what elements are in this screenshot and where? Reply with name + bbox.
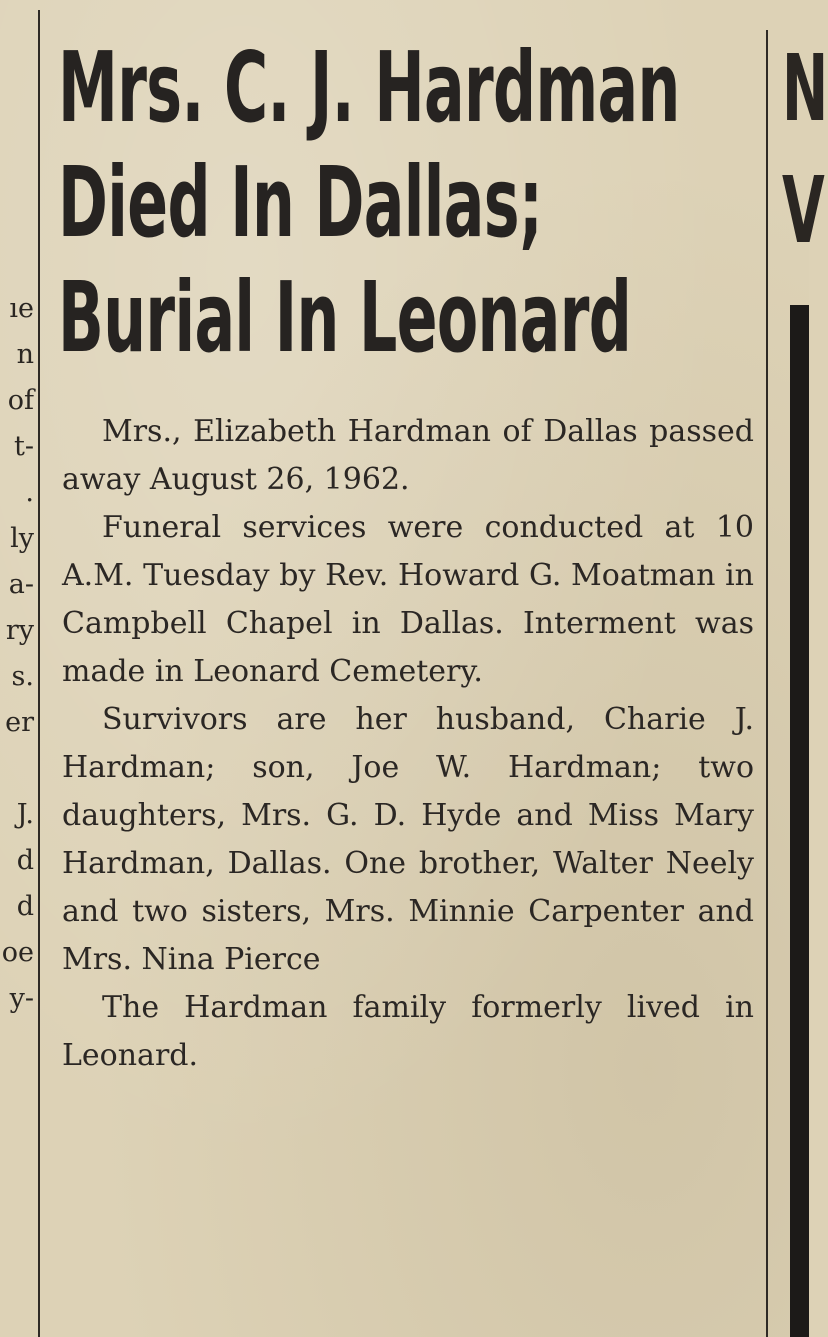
- right-column-fragments: [782, 28, 828, 272]
- left-fragment: .: [25, 477, 34, 508]
- left-fragment: n: [16, 339, 34, 370]
- left-fragment: a-: [8, 569, 34, 600]
- left-fragment: er: [5, 707, 34, 738]
- article-body: [62, 408, 754, 1080]
- article-headline: [58, 30, 680, 375]
- left-fragment: t-: [14, 431, 34, 462]
- column-rule-right: [766, 30, 768, 1337]
- left-fragment: [0, 746, 34, 792]
- headline-line: Died In Dallas;: [58, 146, 543, 259]
- paragraph-death-notice: Mrs., Elizabeth Hardman of Dallas passed away August 26, 1962.: [62, 414, 754, 497]
- paragraph-survivors: Survivors are her husband, Charie J. Hardman; son, Joe W. Hardman; two daughters, Mrs. G. D. Hyde and Miss Mary Hardman, Dallas. One brother, Walter Neely and two sisters, Mrs. Minnie Carpenter and Mrs. Nina Pierce: [62, 702, 754, 977]
- left-fragment: y-: [9, 983, 34, 1014]
- adjacent-column-border: [790, 305, 809, 1337]
- left-fragment: ly: [10, 523, 34, 554]
- right-fragment: V: [782, 157, 825, 264]
- left-fragment: oe: [1, 937, 34, 968]
- left-column-fragments: [0, 286, 34, 1022]
- right-fragment: N: [782, 35, 828, 142]
- paragraph-family-history: The Hardman family formerly lived in Leonard.: [62, 990, 754, 1073]
- left-fragment: of: [7, 385, 34, 416]
- headline-line: Burial In Leonard: [58, 261, 632, 374]
- left-fragment: s.: [11, 661, 34, 692]
- left-fragment: J.: [16, 799, 34, 830]
- paragraph-funeral-services: Funeral services were conducted at 10 A.M. Tuesday by Rev. Howard G. Moatman in Campbell Chapel in Dallas. Interment was made in Leonard Cemetery.: [62, 510, 754, 689]
- headline-line: Mrs. C. J. Hardman: [58, 31, 680, 144]
- left-fragment: d: [16, 891, 34, 922]
- left-fragment: ıe: [9, 293, 34, 324]
- column-rule-left: [38, 10, 40, 1337]
- left-fragment: d: [16, 845, 34, 876]
- left-fragment: ry: [5, 615, 34, 646]
